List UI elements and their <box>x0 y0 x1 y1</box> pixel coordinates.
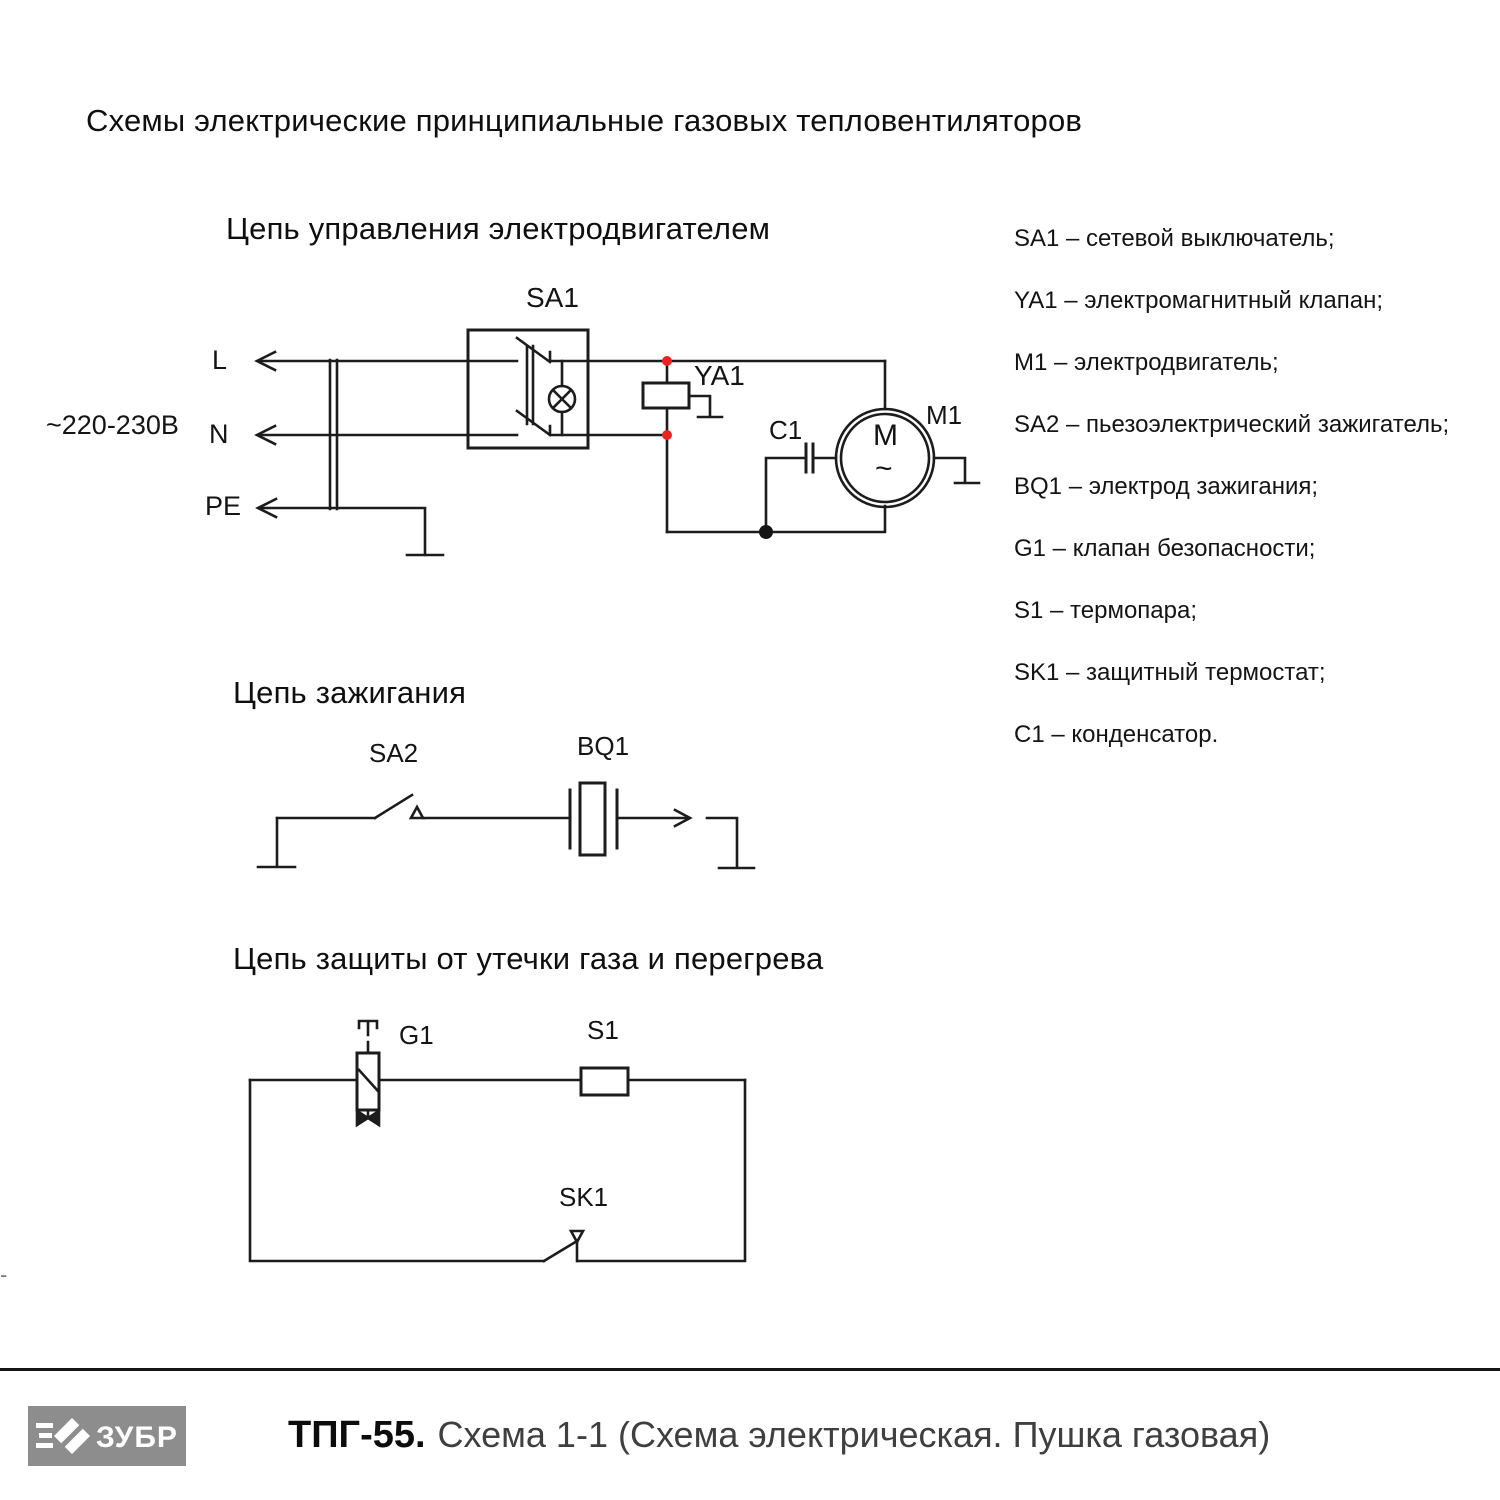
terminal-n-label: N <box>209 419 229 449</box>
footer-caption <box>288 1414 1270 1457</box>
g1-label: G1 <box>399 1020 434 1050</box>
circuit2-title: Цепь зажигания <box>233 675 467 710</box>
m1-label: M1 <box>926 400 963 430</box>
bq1-piezo-body <box>580 783 605 855</box>
sa2-contact-icon <box>411 807 423 818</box>
ya1-label: YA1 <box>694 360 745 391</box>
sk1-contact-icon <box>571 1231 583 1242</box>
c1-capacitor-icon <box>806 444 813 472</box>
sa1-label: SA1 <box>526 282 579 313</box>
legend-item-m1: M1 – электродвигатель; <box>1014 349 1279 376</box>
bottom-wire <box>667 506 885 532</box>
legend-item-s1: S1 – термопара; <box>1014 597 1198 624</box>
legend-item-sk1: SK1 – защитный термостат; <box>1014 659 1326 686</box>
protection-circuit-symbol <box>250 1021 745 1261</box>
terminal-l-label: L <box>212 345 228 375</box>
legend-item-sa2: SA2 – пьезоэлектрический зажигатель; <box>1014 411 1450 438</box>
scheme-caption: Схема 1-1 (Схема электрическая. Пушка газовая) <box>437 1414 1271 1455</box>
junction-dot-red-top <box>662 356 672 366</box>
lamp-cross-icon <box>553 390 571 408</box>
sk1-blade <box>544 1241 577 1261</box>
circuit1-title: Цепь управления электродвигателем <box>226 211 771 246</box>
model-label: ТПГ-55. <box>288 1414 426 1456</box>
ya1-earth-icon <box>689 396 722 417</box>
zubr-logo <box>28 1406 186 1466</box>
bq1-label: BQ1 <box>577 731 630 761</box>
protection-loop-right <box>578 1080 745 1261</box>
sa1-pole-bottom <box>468 411 667 435</box>
pe-wire <box>260 508 425 555</box>
motor-m-letter: M <box>873 419 898 452</box>
margin-artifact: - <box>0 1262 8 1287</box>
ignition-circuit-symbol <box>258 783 754 868</box>
sk1-label: SK1 <box>559 1182 609 1212</box>
motor-control-circuit-symbol <box>257 330 979 555</box>
protection-loop-left <box>250 1080 544 1261</box>
c1-label: C1 <box>769 415 803 445</box>
page-title: Схемы электрические принципиальные газовых тепловентиляторов <box>86 103 1083 138</box>
s1-thermocouple-body <box>581 1068 628 1095</box>
motor-earth-icon <box>934 458 979 483</box>
sa1-linkage <box>527 346 533 424</box>
junction-dot-black <box>759 525 773 539</box>
circuit3-title: Цепь защиты от утечки газа и перегрева <box>233 941 824 976</box>
terminal-pe-label: PE <box>205 491 242 521</box>
sa1-pole-top <box>468 338 885 362</box>
legend-item-c1: C1 – конденсатор. <box>1014 721 1219 748</box>
legend <box>1014 226 1449 784</box>
legend-item-bq1: BQ1 – электрод зажигания; <box>1014 473 1319 500</box>
legend-item-g1: G1 – клапан безопасности; <box>1014 535 1316 562</box>
c1-branch-wire <box>766 458 836 532</box>
zubr-logo-text: ЗУБР <box>96 1421 178 1454</box>
spark-gap-earth-icon <box>707 818 754 868</box>
footer-divider <box>0 1368 1500 1371</box>
s1-label: S1 <box>587 1015 619 1045</box>
legend-item-sa1: SA1 – сетевой выключатель; <box>1014 225 1335 252</box>
sa2-blade <box>375 795 412 818</box>
g1-plunger-icon <box>359 1021 377 1053</box>
sa2-label: SA2 <box>369 738 419 768</box>
ya1-coil <box>643 383 689 408</box>
sa2-earth-left-icon <box>258 818 295 867</box>
junction-dot-red-bottom <box>662 430 672 440</box>
voltage-label: ~220-230В <box>46 410 179 440</box>
motor-ac-symbol: ~ <box>875 452 893 485</box>
legend-item-ya1: YA1 – электромагнитный клапан; <box>1014 287 1384 314</box>
